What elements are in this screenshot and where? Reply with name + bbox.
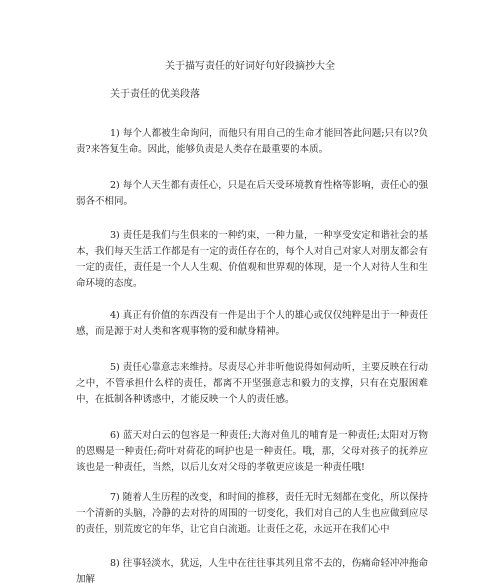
paragraph-3: 3) 责任是我们与生俱来的一种约束，一种力量，一种享受安定和谐社会的基本，我们每天生活工作都是有一定的责任存在的，每个人对自己对家人对朋友都会有一定的责任，责任是一个人人生观、价值观和世界观的体现，是一个人对待人生和生命环境的态度。	[76, 230, 428, 289]
paragraph-6: 6) 蓝天对白云的包容是一种责任;大海对鱼儿的哺育是一种责任;太阳对万物的恩赐是一种责任;荷叶对荷花的呵护也是一种责任。哦，那，父母对孩子的抚养应该也是一种责任，当然，以后儿女对父母的孝敬更应该是一种责任哦!	[76, 430, 428, 473]
paragraph-2: 2) 每个人天生都有责任心，只是在后天受环境教育性格等影响，责任心的强弱各不相同。	[76, 180, 428, 207]
paragraph-5: 5) 责任心靠意志来维持。尽责尽心并非听他说得如何动听，主要反映在行动之中，不管承担什么样的责任，都离不开坚强意志和毅力的支撑，只有在克服困难中，在抵制各种诱惑中，才能反映一个人的责任感。	[76, 362, 428, 405]
paragraph-4: 4) 真正有价值的东西没有一件是出于个人的雄心或仅仅纯粹是出于一种责任感，而是源于对人类和客观事物的爱和献身精神。	[76, 310, 428, 337]
document-title: 关于描写责任的好词好句好段摘抄大全	[165, 61, 335, 72]
section-heading: 关于责任的优美段落	[110, 89, 200, 100]
paragraph-7: 7) 随着人生历程的改变，和时间的推移，责任无时无刻都在变化，所以保持一个清新的头脑，冷静的去对待的周围的一切变化，我们对自己的人生也应做到应尽的责任，别荒废它的年华，让它自白流逝。让责任之花，永远开在我们心中	[76, 492, 428, 535]
paragraph-8: 8) 往事轻淡水，犹远，人生中在往往事其列且常不去的，伤痛命轻冲冲拖命加解	[76, 558, 428, 585]
paragraph-1: 1) 每个人都被生命询问，而他只有用自己的生命才能回答此问题;只有以?负责?来答复生命。因此，能够负责是人类存在最重要的本质。	[76, 128, 428, 155]
